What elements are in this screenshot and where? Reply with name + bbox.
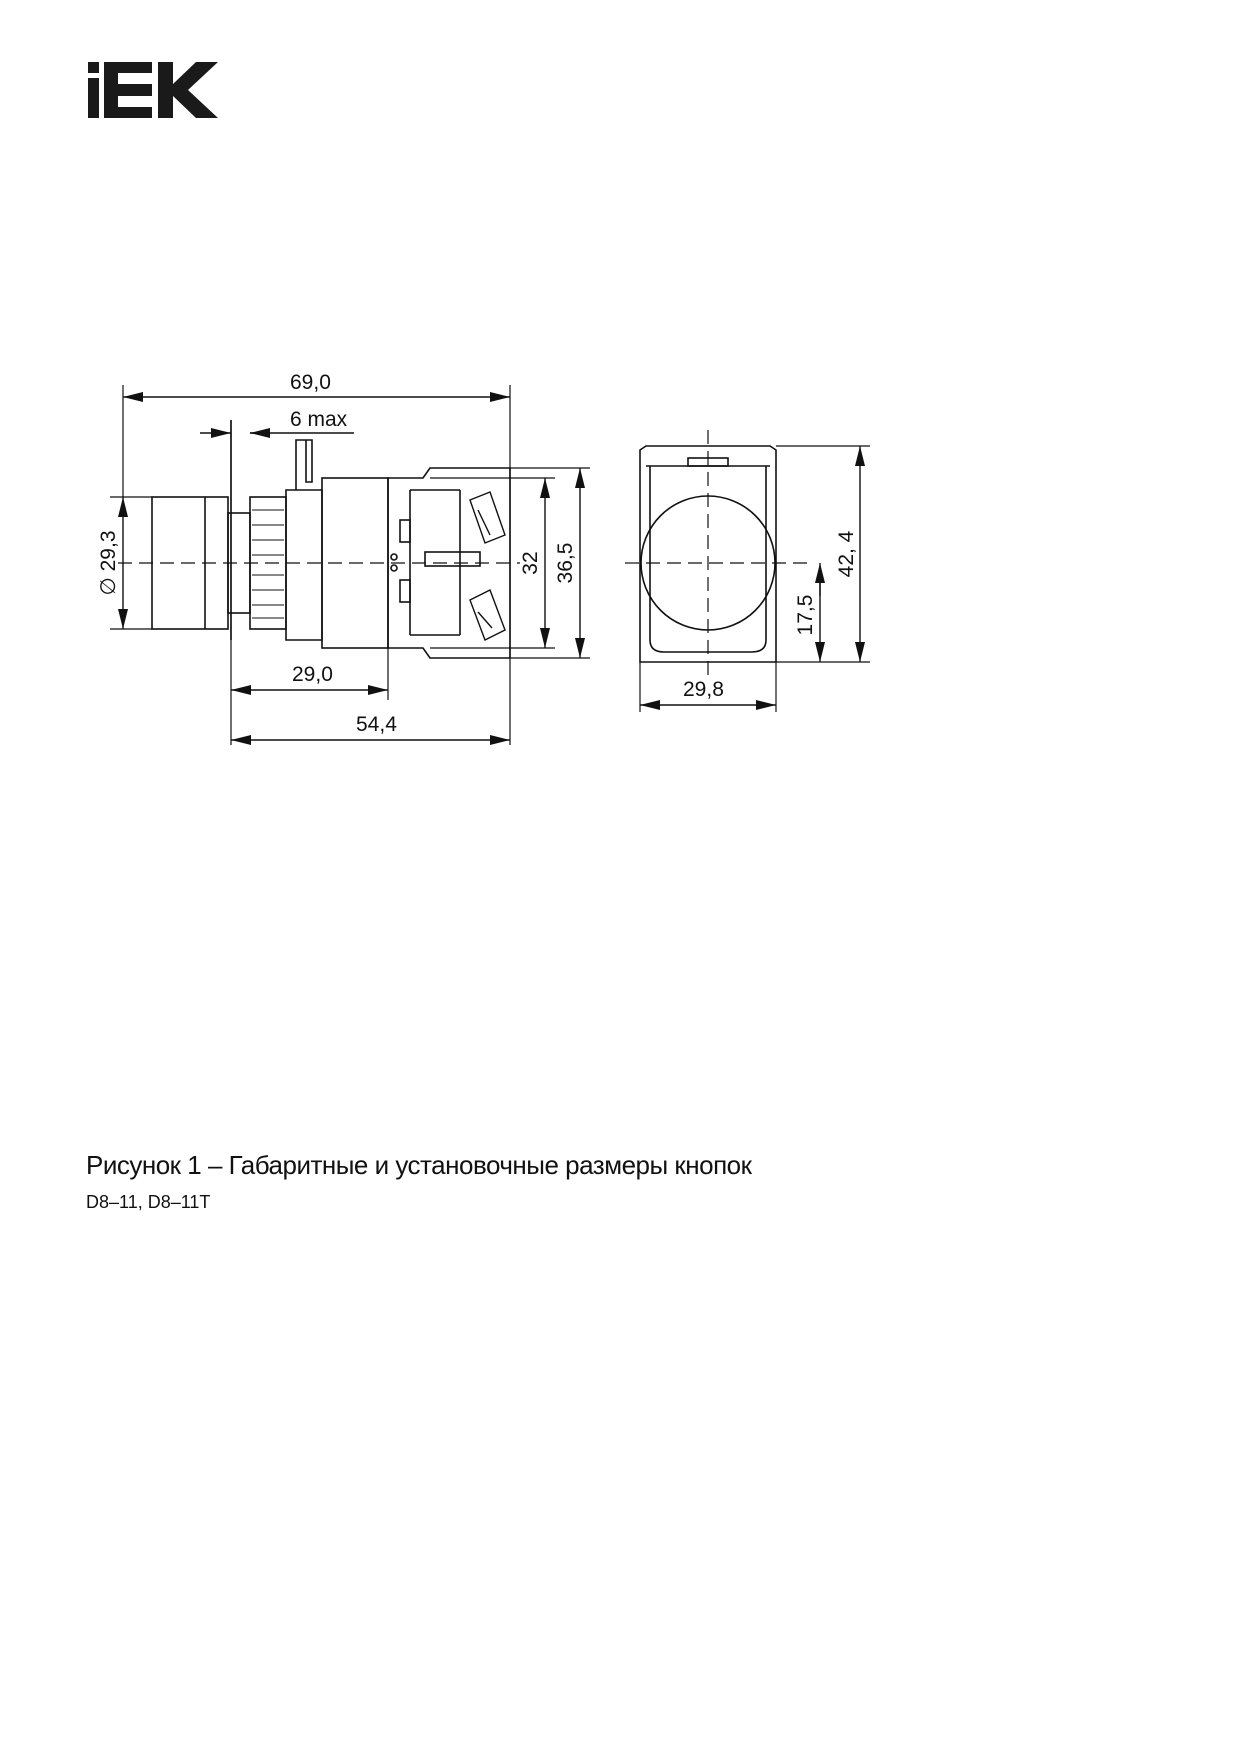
- dim-to-panel: 29,0: [292, 663, 333, 686]
- dim-block-height: 36,5: [554, 542, 577, 584]
- dim-front-width: 29,8: [683, 678, 724, 701]
- dim-diameter: ∅ 29,3: [97, 530, 120, 596]
- body-collar: [286, 490, 322, 640]
- dim-overall-length: 69,0: [290, 371, 331, 394]
- dim-front-height: 42, 4: [835, 530, 858, 578]
- figure-caption-models: D8–11, D8–11T: [86, 1192, 211, 1212]
- dim-behind-panel: 54,4: [356, 713, 397, 736]
- dimension-drawing: [0, 0, 1241, 800]
- dim-body-height: 32: [519, 551, 542, 575]
- figure-caption: Рисунок 1 – Габаритные и установочные размеры кнопок: [86, 1150, 752, 1180]
- dim-panel-max: 6 max: [290, 408, 348, 431]
- dim-center-offset: 17,5: [794, 594, 817, 636]
